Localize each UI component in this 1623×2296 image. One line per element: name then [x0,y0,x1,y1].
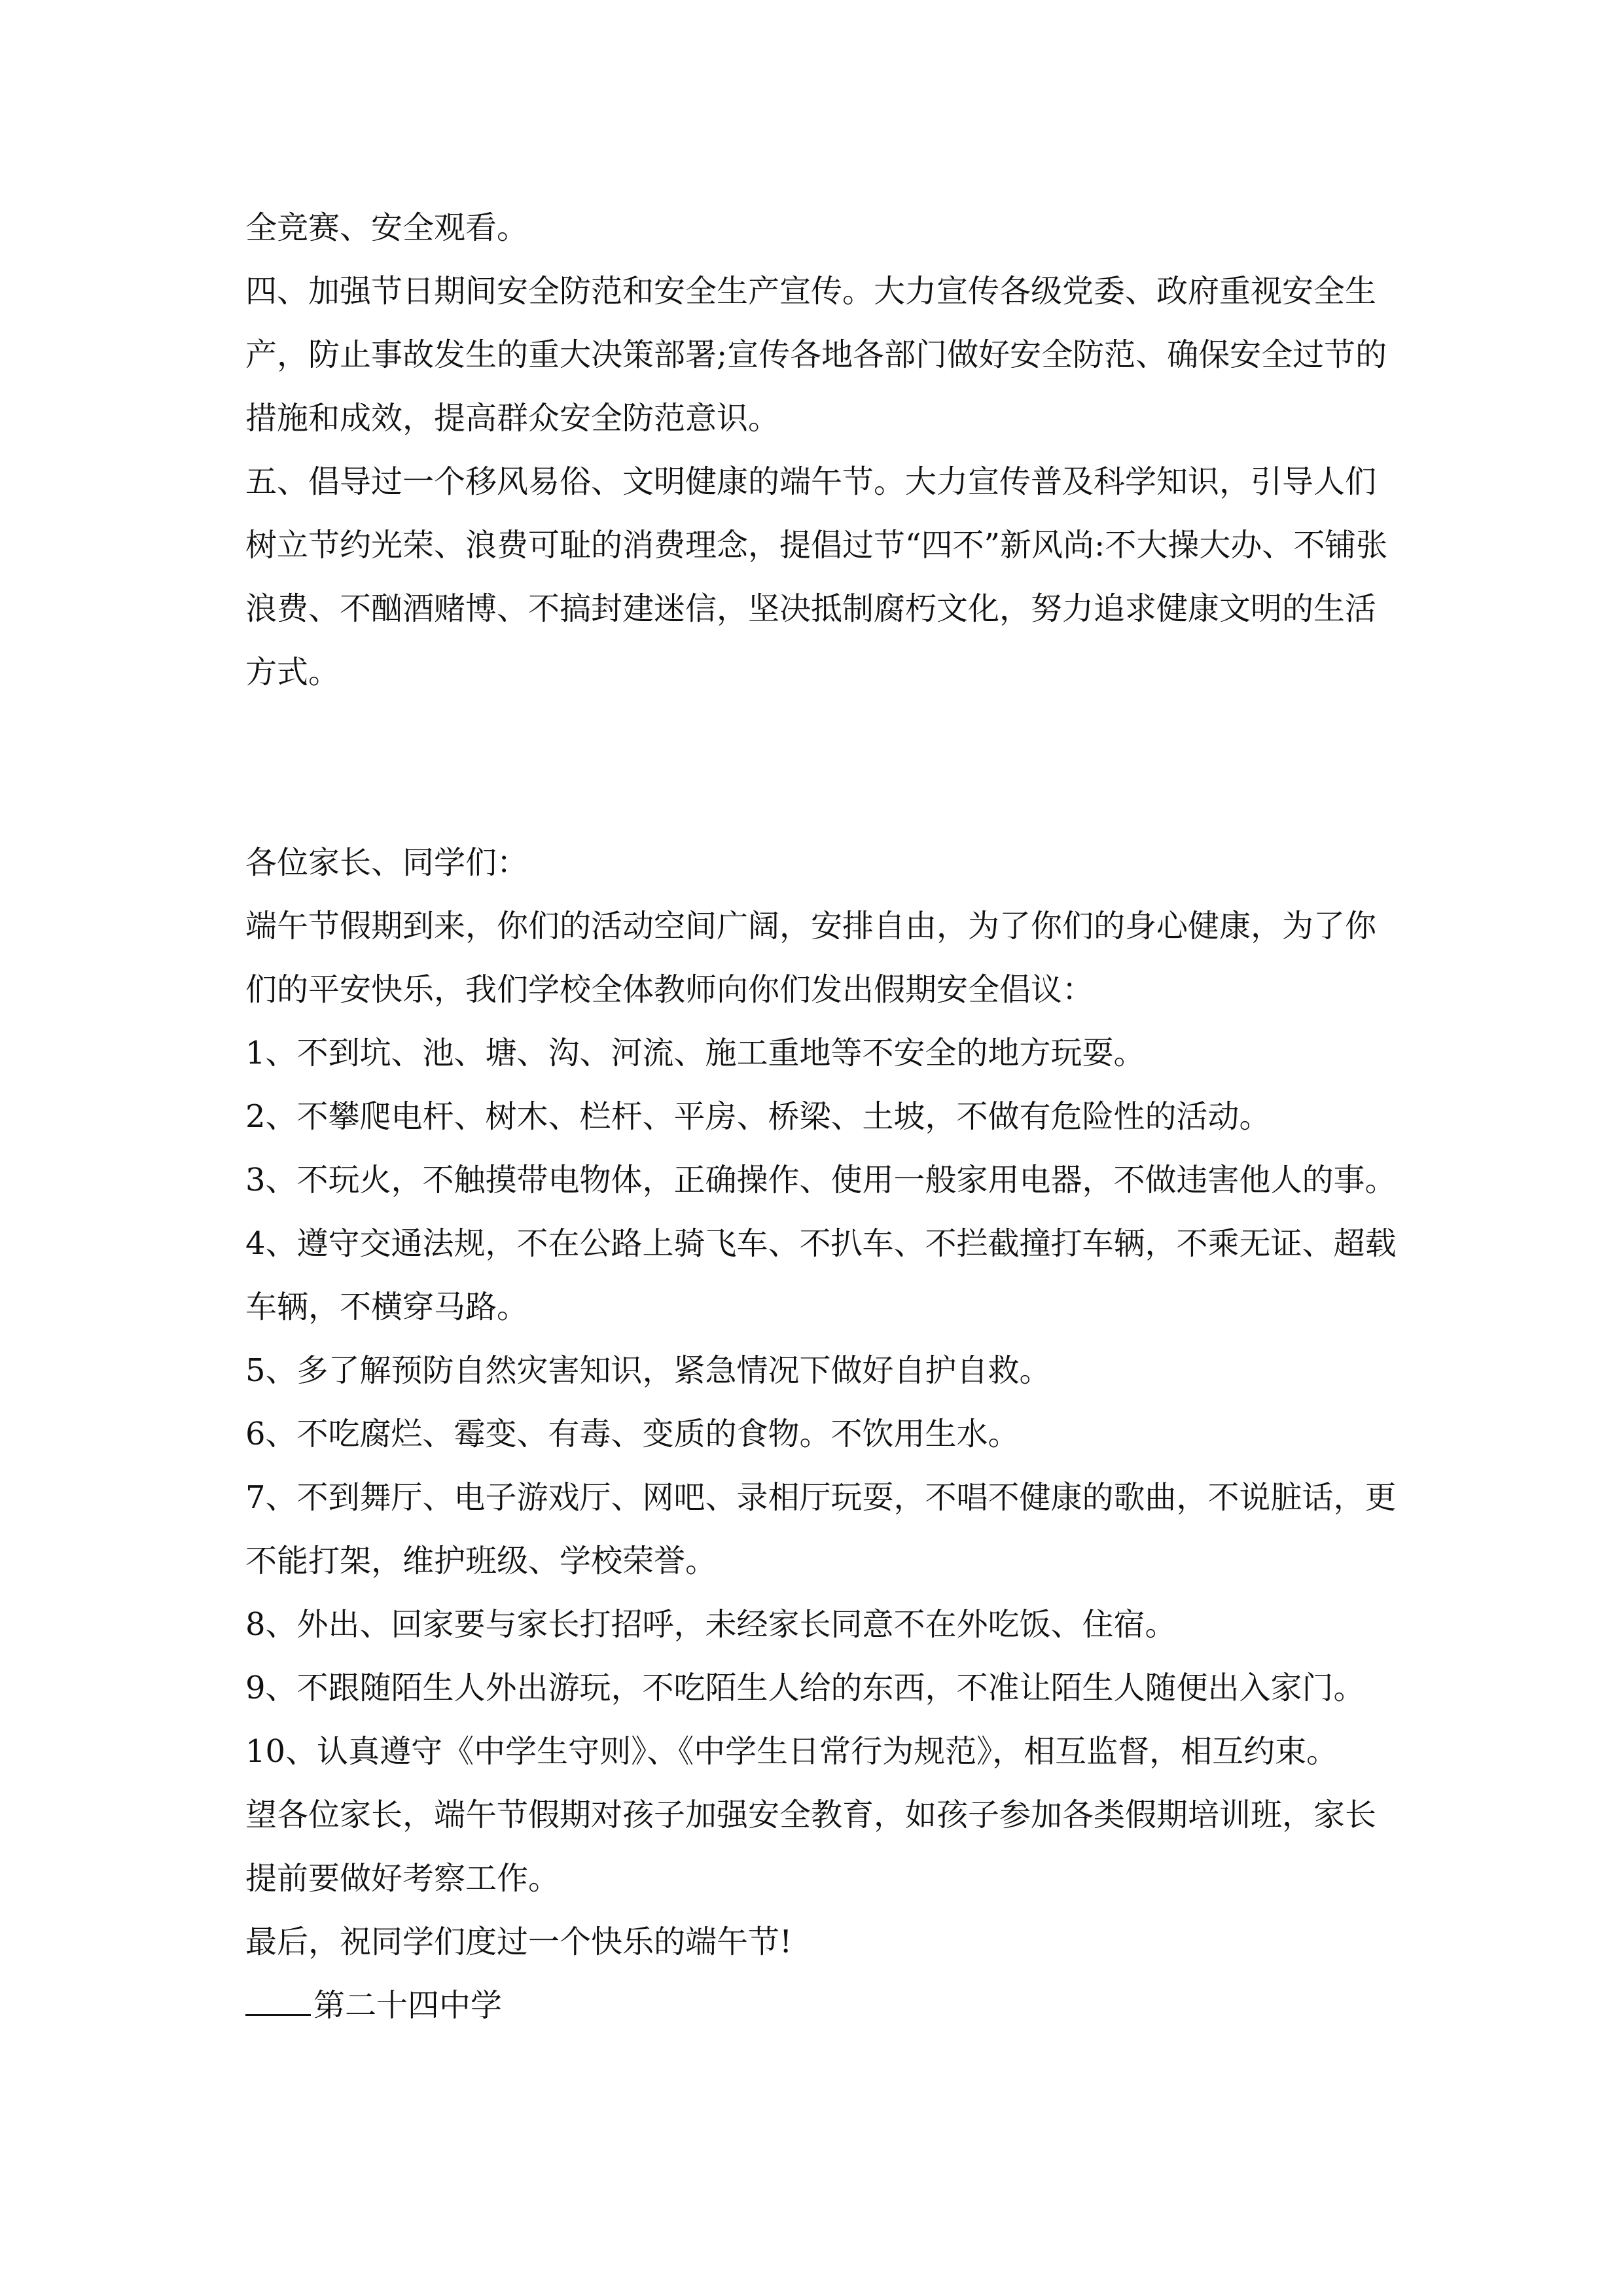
letter-closing: 望各位家长，端午节假期对孩子加强安全教育，如孩子参加各类假期培训班，家长提前要做好考察工作。 [245,1797,1377,1897]
letter-wish: 最后，祝同学们度过一个快乐的端午节! [245,1924,793,1960]
document-body [245,196,1397,2037]
letter-item: 3、不玩火，不触摸带电物体，正确操作、使用一般家用电器，不做违害他人的事。 [245,1162,1397,1198]
letter-item: 5、多了解预防自然灾害知识，紧急情况下做好自护自救。 [245,1352,1051,1389]
section-gap [245,704,1397,831]
letter-signature: 第二十四中学 [313,1987,503,2024]
letter-item: 2、不攀爬电杆、树木、栏杆、平房、桥梁、土坡，不做有危险性的活动。 [245,1098,1271,1135]
signature-blank-line [245,1988,311,2016]
letter-item: 9、不跟随陌生人外出游玩，不吃陌生人给的东西，不准让陌生人随便出入家门。 [245,1670,1365,1706]
letter-item: 7、不到舞厅、电子游戏厅、网吧、录相厅玩耍，不唱不健康的歌曲，不说脏话，更不能打架，维护班级、学校荣誉。 [245,1479,1397,1579]
letter-item: 4、遵守交通法规，不在公路上骑飞车、不扒车、不拦截撞打车辆，不乘无证、超载车辆，不横穿马路。 [245,1225,1397,1325]
letter-intro: 端午节假期到来，你们的活动空间广阔，安排自由，为了你们的身心健康，为了你们的平安快乐，我们学校全体教师向你们发出假期安全倡议： [245,908,1377,1008]
paragraph-continuation: 全竞赛、安全观看。 [245,209,529,246]
letter-item: 6、不吃腐烂、霉变、有毒、变质的食物。不饮用生水。 [245,1416,1020,1452]
letter-item: 8、外出、回家要与家长打招呼，未经家长同意不在外吃饭、住宿。 [245,1606,1177,1643]
letter-item: 1、不到坑、池、塘、沟、河流、施工重地等不安全的地方玩耍。 [245,1035,1145,1071]
paragraph-item-five: 五、倡导过一个移风易俗、文明健康的端午节。大力宣传普及科学知识，引导人们树立节约光荣、浪费可耻的消费理念，提倡过节“四不”新风尚:不大操大办、不铺张浪费、不酗酒赌博、不搞封建迷信，坚决抵制腐朽文化，努力追求健康文明的生活方式。 [245,463,1388,691]
paragraph-item-four: 四、加强节日期间安全防范和安全生产宣传。大力宣传各级党委、政府重视安全生产，防止事故发生的重大决策部署;宣传各地各部门做好安全防范、确保安全过节的措施和成效，提高群众安全防范意识。 [245,273,1387,437]
letter-salutation: 各位家长、同学们： [245,844,529,881]
letter-item: 10、认真遵守《中学生守则》、《中学生日常行为规范》，相互监督，相互约束。 [245,1733,1338,1770]
letter-signature-line [245,1974,1397,2037]
